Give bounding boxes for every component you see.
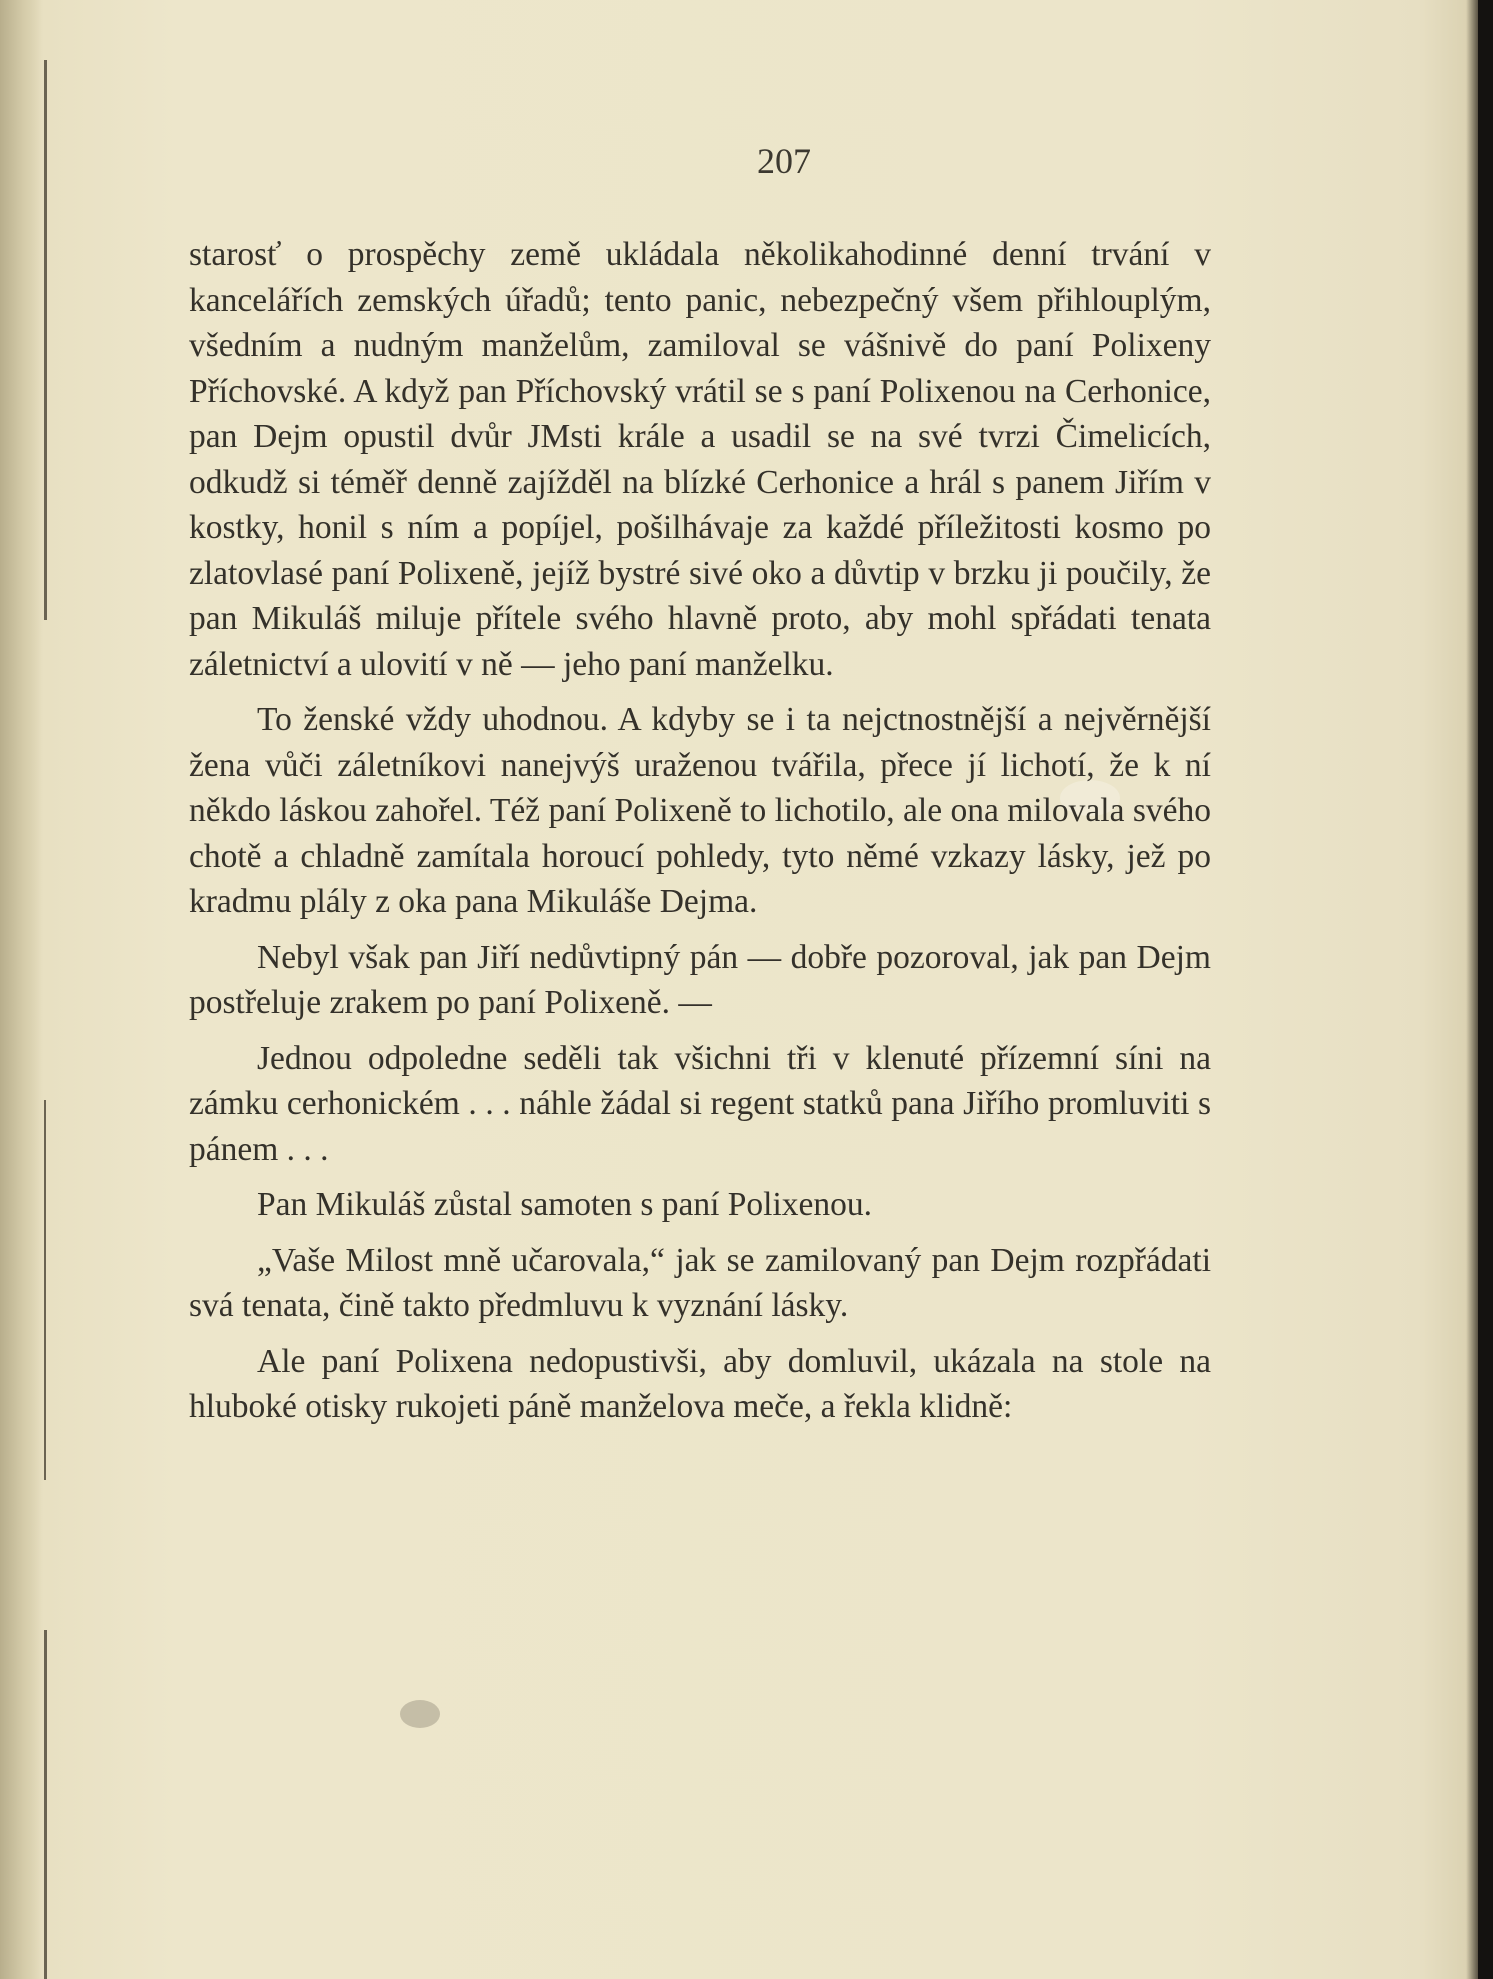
binding-mark [44,1630,47,1979]
page-edge-shadow [1466,0,1478,1979]
paragraph: starosť o prospěchy země ukládala několikahodinné denní trvání v kancelářích zemských úřadů; tento panic, nebezpečný všem přihlouplým, všedním a nudným manželům, zamiloval se vášnivě do paní Polixeny Příchovské. A když pan Příchovský vrátil se s paní Polixenou na Cerhonice, pan Dejm opustil dvůr JMsti krále a usadil se na své tvrzi Čimelicích, odkudž si téměř denně zajížděl na blízké Cerhonice a hrál s panem Jiřím v kostky, honil s ním a popíjel, pošilhávaje za každé příležitosti kosmo po zlatovlasé paní Polixeně, jejíž bystré sivé oko a důvtip v brzku ji poučily, že pan Mikuláš miluje přítele svého hlavně proto, aby mohl spřádati tenata záletnictví a ulovití v ně — jeho paní manželku. [189,236,1211,683]
body-text [189,232,1211,1430]
ink-smudge [400,1700,440,1728]
paragraph: Jednou odpoledne seděli tak všichni tři v klenuté přízemní síni na zámku cerhonickém . . . náhle žádal si regent statků pana Jiřího promluviti s pánem . . . [189,1039,1211,1168]
paragraph: „Vaše Milost mně učarovala,“ jak se zamilovaný pan Dejm rozpřádati svá tenata, čině takto předmluvu k vyznání lásky. [189,1241,1211,1324]
paragraph: Nebyl však pan Jiří nedůvtipný pán — dobře pozoroval, jak pan Dejm postřeluje zrakem po paní Polixeně. — [189,938,1211,1021]
paragraph: To ženské vždy uhodnou. A kdyby se i ta nejctnostnější a nejvěrnější žena vůči záletníkovi nanejvýš uraženou tvářila, přece jí lichotí, že k ní někdo láskou zahořel. Též paní Polixeně to lichotilo, ale ona milovala svého chotě a chladně zamítala horoucí pohledy, tyto němé vzkazy lásky, jež po kradmu plály z oka pana Mikuláše Dejma. [189,701,1211,920]
paragraph: Pan Mikuláš zůstal samoten s paní Polixenou. [257,1186,873,1223]
binding-mark [44,1100,46,1480]
paragraph: Ale paní Polixena nedopustivši, aby domluvil, ukázala na stole na hluboké otisky rukojeti páně manželova meče, a řekla klidně: [189,1342,1211,1425]
page-number: 207 [757,141,811,181]
